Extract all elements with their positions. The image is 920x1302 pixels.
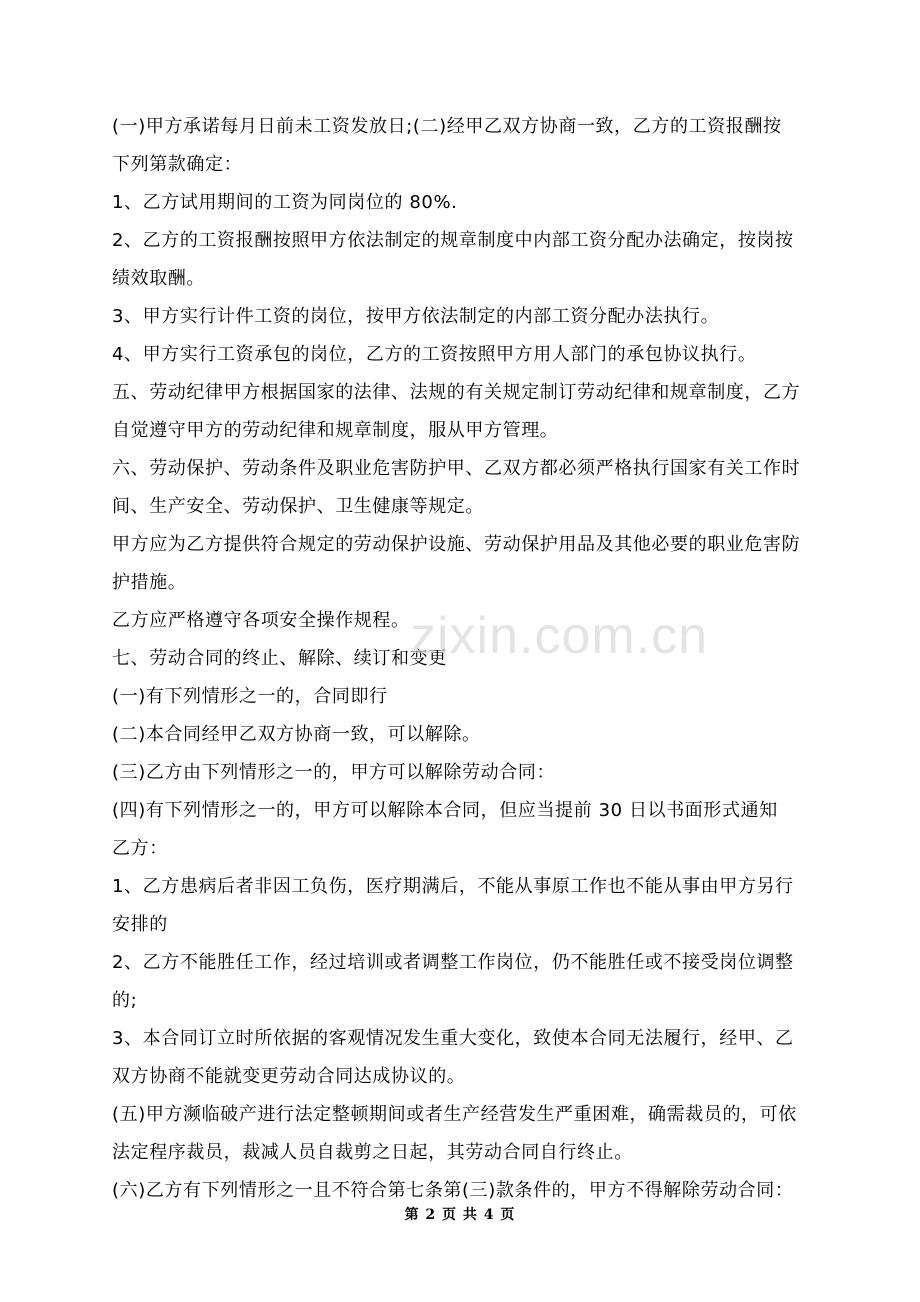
text-line: (六)乙方有下列情形之一且不符合第七条第(三)款条件的，甲方不得解除劳动合同： [112,1180,794,1201]
text-line: (四)有下列情形之一的，甲方可以解除本合同，但应当提前 30 日以书面形式通知 [112,800,778,821]
text-line: (二)本合同经甲乙双方协商一致，可以解除。 [112,724,481,745]
text-line: 法定程序裁员，裁减人员自裁剪之日起，其劳动合同自行终止。 [112,1142,633,1163]
text-line: 绩效取酬。 [112,268,205,289]
text-line: 七、劳动合同的终止、解除、续订和变更 [112,648,447,669]
watermark: zixin.com.cn [410,607,709,665]
text-line: 的; [112,990,138,1011]
text-line: 五、劳动纪律甲方根据国家的法律、法规的有关规定制订劳动纪律和规章制度，乙方 [112,382,801,403]
text-line: 自觉遵守甲方的劳动纪律和规章制度，服从甲方管理。 [112,420,559,441]
text-line: 下列第款确定： [112,154,243,175]
text-line: 3、甲方实行计件工资的岗位，按甲方依法制定的内部工资分配办法执行。 [112,306,720,327]
text-line: 护措施。 [112,572,187,593]
text-line: 六、劳动保护、劳动条件及职业危害防护甲、乙双方都必须严格执行国家有关工作时 [112,458,801,479]
text-line: 3、本合同订立时所依据的客观情况发生重大变化，致使本合同无法履行，经甲、乙 [112,1028,794,1049]
text-line: 乙方： [112,838,168,859]
text-line: (五)甲方濒临破产进行法定整顿期间或者生产经营发生严重困难，确需裁员的，可依 [112,1104,797,1125]
text-line: 1、乙方试用期间的工资为同岗位的 80%. [112,192,458,213]
text-line: (三)乙方由下列情形之一的，甲方可以解除劳动合同： [112,762,556,783]
text-line: 甲方应为乙方提供符合规定的劳动保护设施、劳动保护用品及其他必要的职业危害防 [112,534,801,555]
page-number-footer: 第 2 页 共 4 页 [404,1207,516,1223]
text-line: (一)有下列情形之一的，合同即行 [112,686,388,707]
text-line: 乙方应严格遵守各项安全操作规程。 [112,610,410,631]
text-line: 1、乙方患病后者非因工负伤，医疗期满后，不能从事原工作也不能从事由甲方另行 [112,876,794,897]
text-line: 2、乙方不能胜任工作，经过培训或者调整工作岗位，仍不能胜任或不接受岗位调整 [112,952,794,973]
text-line: 4、甲方实行工资承包的岗位，乙方的工资按照甲方用人部门的承包协议执行。 [112,344,757,365]
text-line: 安排的 [112,914,168,935]
text-line: 双方协商不能就变更劳动合同达成协议的。 [112,1066,466,1087]
text-line: 间、生产安全、劳动保护、卫生健康等规定。 [112,496,484,517]
text-line: 2、乙方的工资报酬按照甲方依法制定的规章制度中内部工资分配办法确定，按岗按 [112,230,794,251]
text-line: (一)甲方承诺每月日前未工资发放日;(二)经甲乙双方协商一致，乙方的工资报酬按 [112,116,782,137]
